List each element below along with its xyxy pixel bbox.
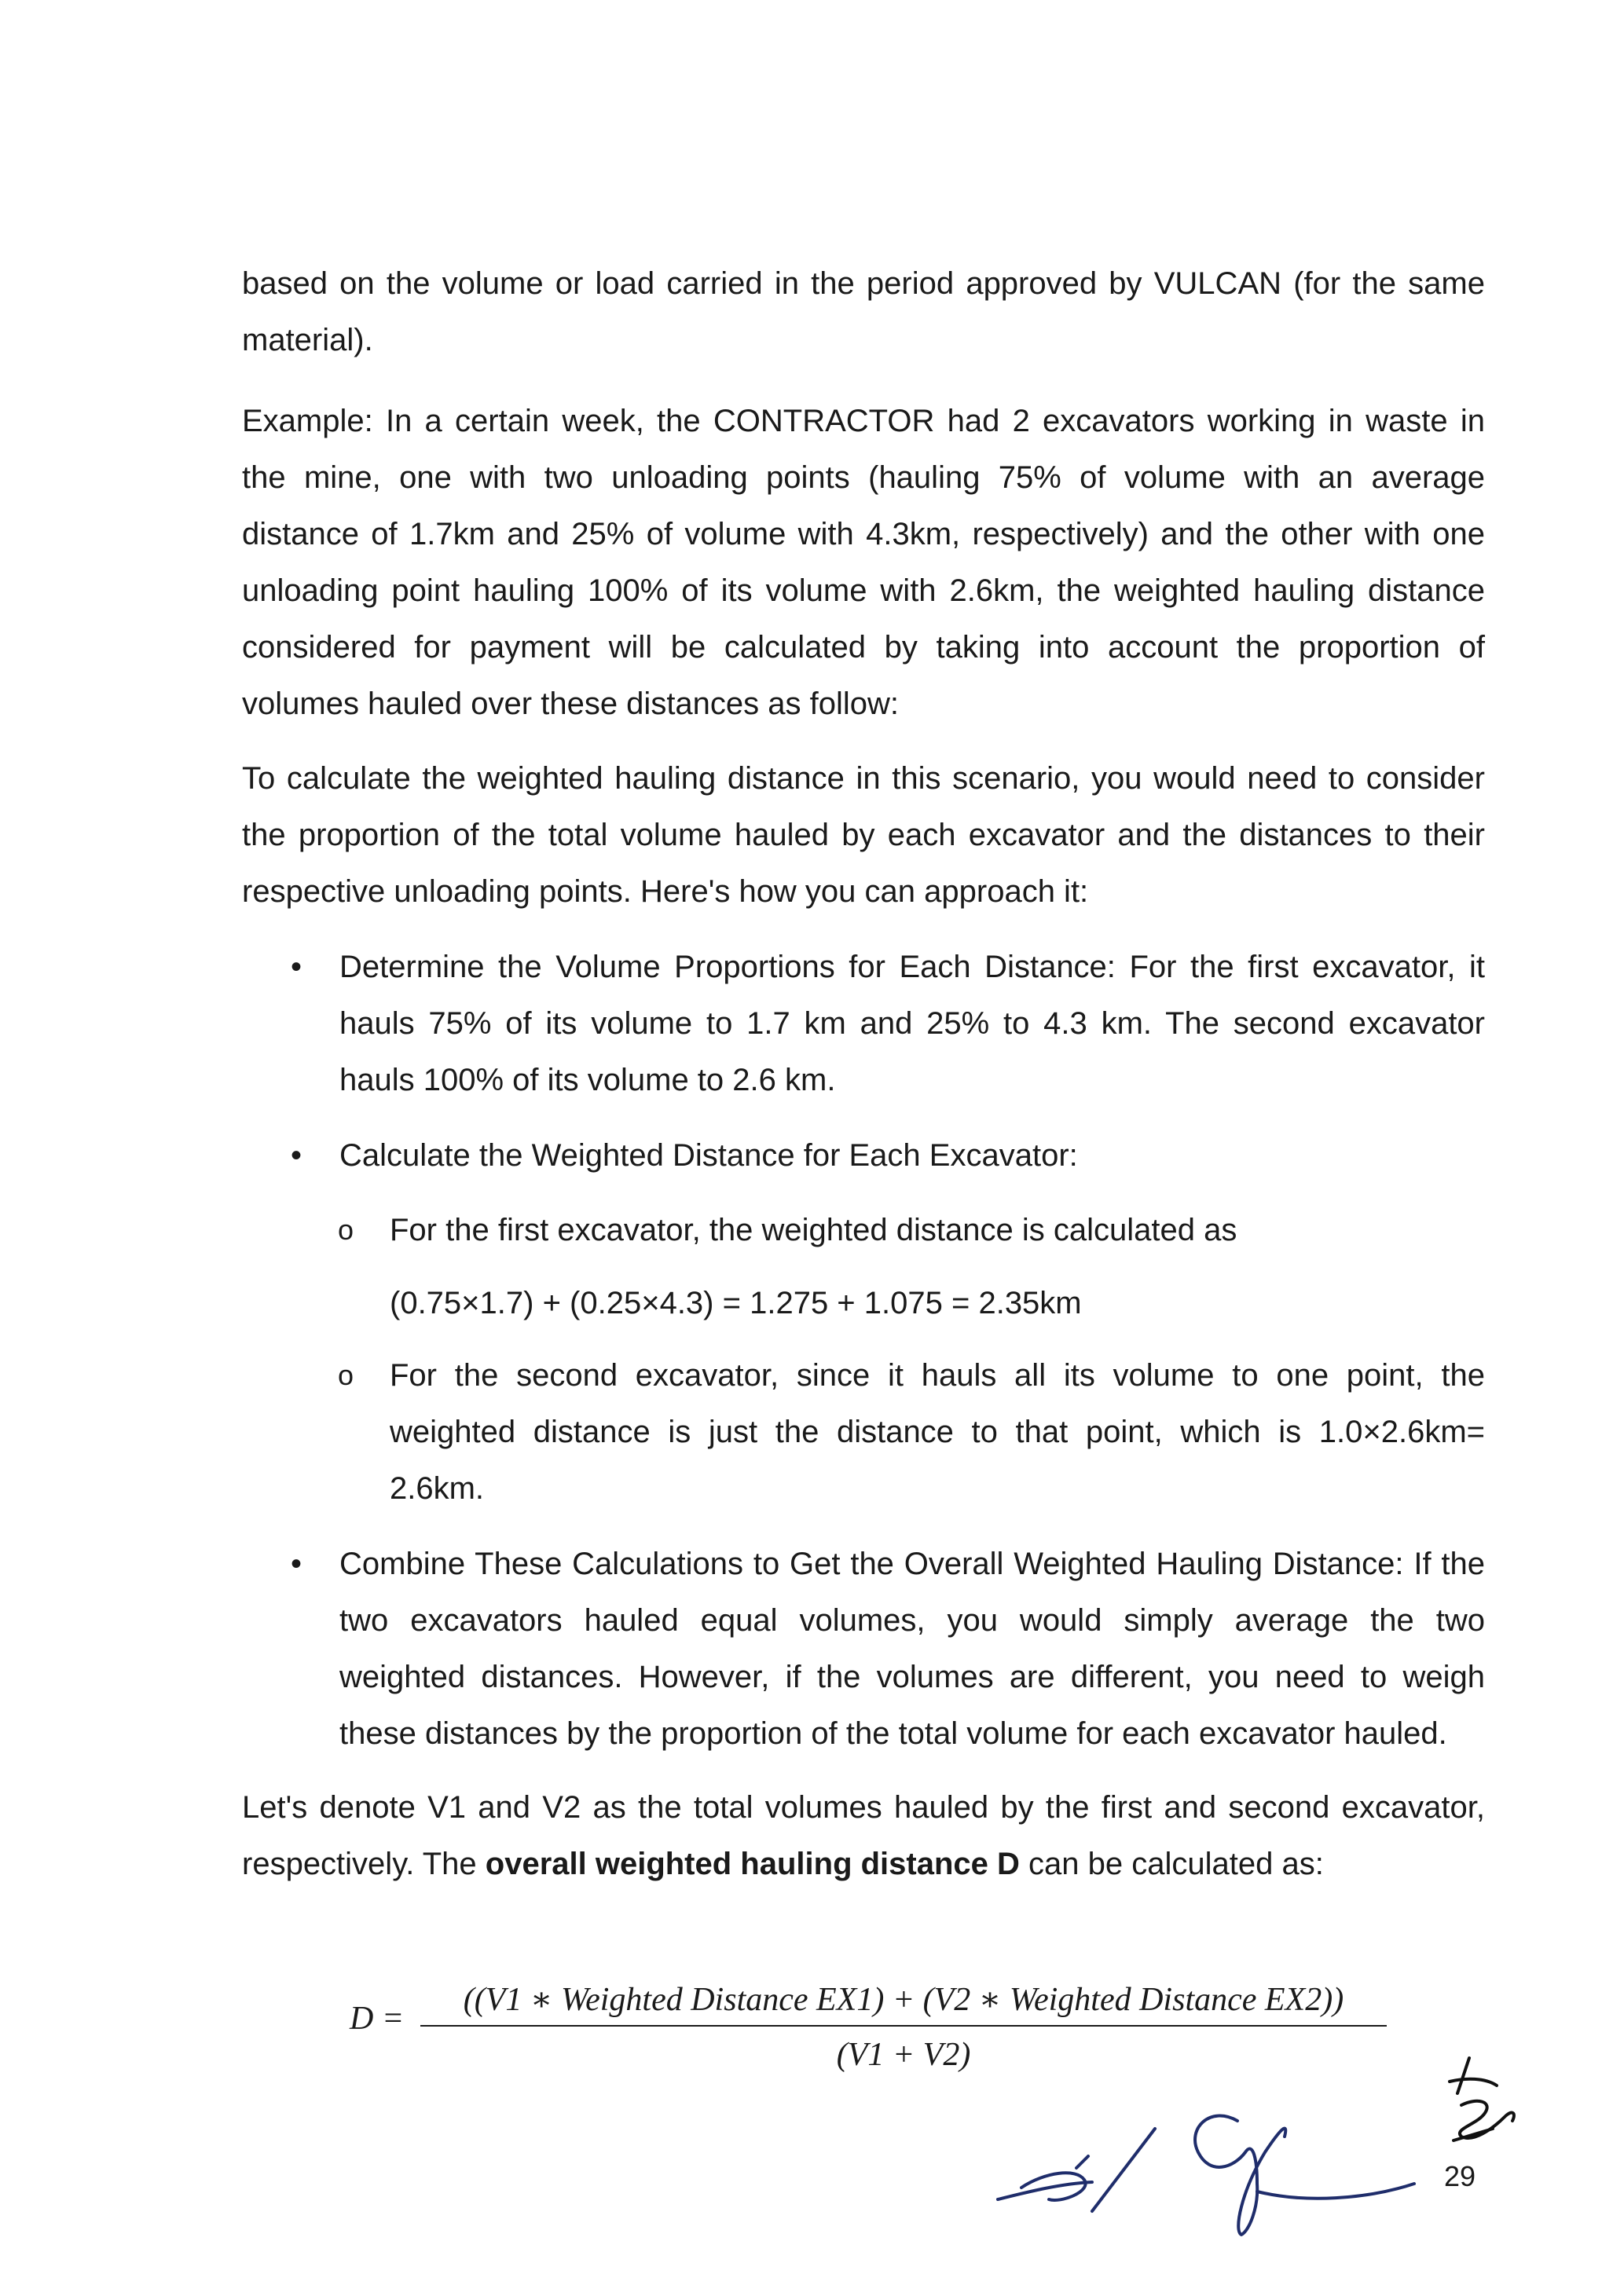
approach-paragraph: To calculate the weighted hauling distance in this scenario, you would need to consider the proportion of the total volume hauled by each excavator and the distances to their respective unloading points. Here's how you can approach it: <box>242 761 1485 909</box>
formula-numerator: ((V1 ∗ Weighted Distance EX1) + (V2 ∗ Weighted Distance EX2)) <box>463 1982 1344 2018</box>
denote-text: Let's denote V1 and V2 as the total volumes hauled by the first and second excavator, respectively. The <box>242 1790 1485 1881</box>
bullet-marker: • <box>291 950 302 984</box>
intro-paragraph: based on the volume or load carried in the period approved by VULCAN (for the same material). <box>242 266 1485 357</box>
sub-bullet-marker: o <box>338 1359 354 1391</box>
bullet-text: Combine These Calculations to Get the Overall Weighted Hauling Distance: If the two excavators hauled equal volumes, you would simply average the two weighted distances. However, if the volumes are different, you need to weigh these distances by the proportion of the total volume for each excavator hauled. <box>339 1547 1485 1751</box>
handwritten-initial-mark <box>1438 2050 1524 2152</box>
bullet-text: Calculate the Weighted Distance for Each Excavator: <box>339 1138 1078 1173</box>
weighted-distance-formula <box>350 1979 1450 2089</box>
denote-paragraph <box>242 1779 1485 1892</box>
bullet-marker: • <box>291 1138 302 1173</box>
page-number: 29 <box>1444 2160 1476 2192</box>
handwritten-signature-initials <box>974 2074 1446 2247</box>
bullet-marker: • <box>291 1547 302 1581</box>
fraction-bar <box>420 2025 1387 2027</box>
formula-lhs: D = <box>350 2001 405 2037</box>
bullet-text: Determine the Volume Proportions for Each Distance: For the first excavator, it hauls 75% of its volume to 1.7 km and 25% to 4.3 km. The second excavator hauls 100% of its volume to 2.6 km. <box>339 950 1485 1097</box>
denote-bold-text: overall weighted hauling distance D <box>485 1847 1020 1881</box>
example-paragraph: Example: In a certain week, the CONTRACTOR had 2 excavators working in waste in the mine, one with two unloading points (hauling 75% of volume with an average distance of 1.7km and 25% of volume with 4.3km, respectively) and the other with one unloading point hauling 100% of its volume with 2.6km, the weighted hauling distance considered for payment will be calculated by taking into account the proportion of volumes hauled over these distances as follow: <box>242 404 1485 721</box>
formula-denominator: (V1 + V2) <box>836 2037 971 2073</box>
denote-suffix-text: can be calculated as: <box>1019 1847 1324 1881</box>
calculation-line: (0.75×1.7) + (0.25×4.3) = 1.275 + 1.075 = 2.35km <box>390 1286 1082 1320</box>
sub-bullet-text: For the second excavator, since it hauls all its volume to one point, the weighted distance is just the distance to that point, which is 1.0×2.6km= 2.6km. <box>390 1358 1485 1506</box>
sub-bullet-text: For the first excavator, the weighted distance is calculated as <box>390 1213 1237 1247</box>
sub-bullet-marker: o <box>338 1214 354 1246</box>
